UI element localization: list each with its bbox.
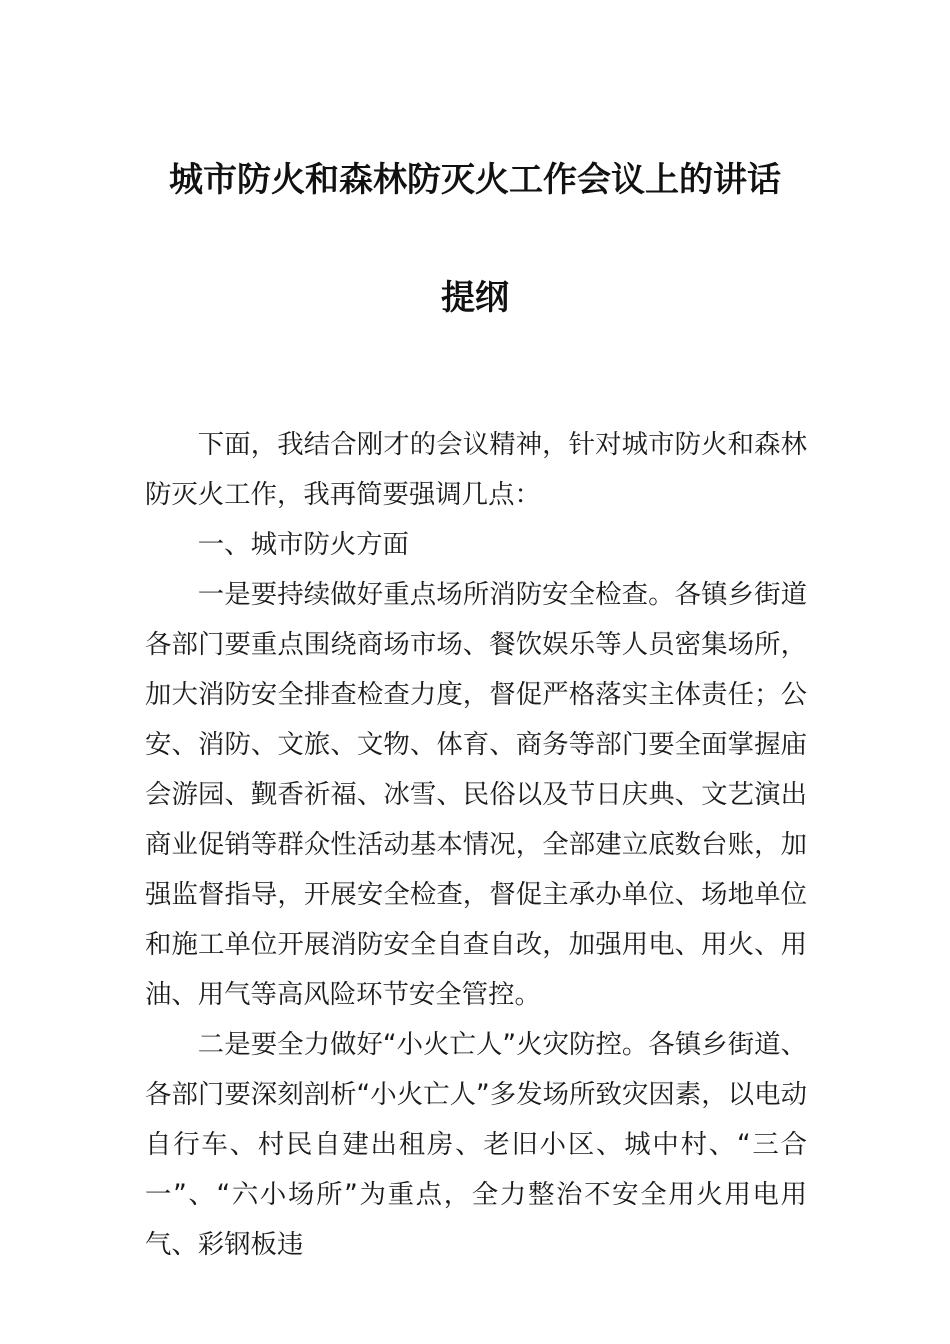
document-title-line-1: 城市防火和森林防灭火工作会议上的讲话 bbox=[169, 160, 781, 200]
paragraph-point-two: 二是要全力做好“小火亡人”火灾防控。各镇乡街道、各部门要深刻剖析“小火亡人”多发场所致灾因素，以电动自行车、村民自建出租房、老旧小区、城中村、“三合一”、“六小场所”为重点，全力整治不安全用火用电用气、彩钢板违 bbox=[145, 1029, 807, 1260]
document-title-line-2: 提纲 bbox=[441, 278, 509, 318]
paragraph-point-one: 一是要持续做好重点场所消防安全检查。各镇乡街道各部门要重点围绕商场市场、餐饮娱乐等人员密集场所，加大消防安全排查检查力度，督促严格落实主体责任；公安、消防、文旅、文物、体育、商务等部门要全面掌握庙会游园、觐香祈福、冰雪、民俗以及节日庆典、文艺演出商业促销等群众性活动基本情况，全部建立底数台账，加强监督指导，开展安全检查，督促主承办单位、场地单位和施工单位开展消防安全自查自改，加强用电、用火、用油、用气等高风险环节安全管控。 bbox=[145, 579, 807, 1010]
section-heading-city-fire: 一、城市防火方面 bbox=[197, 529, 409, 560]
document-body bbox=[145, 420, 807, 1270]
paragraph-intro: 下面，我结合刚才的会议精神，针对城市防火和森林防灭火工作，我再简要强调几点： bbox=[145, 429, 807, 510]
